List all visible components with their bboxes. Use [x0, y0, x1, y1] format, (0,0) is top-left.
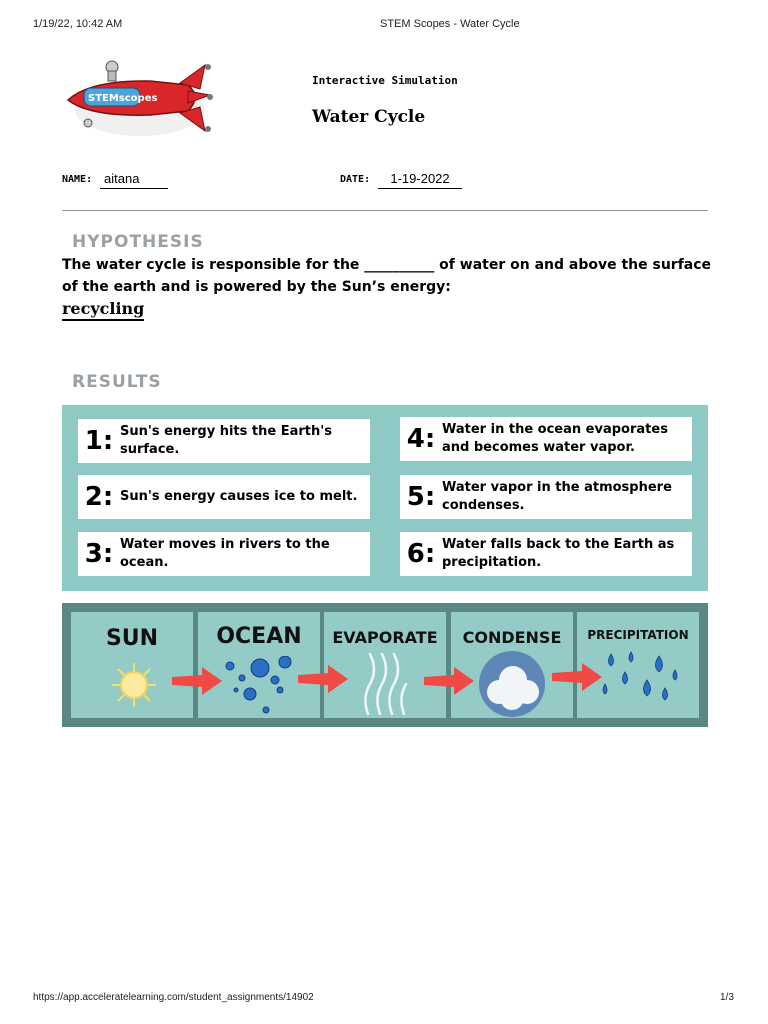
- step-text: Sun's energy hits the Earth's surface.: [120, 424, 332, 457]
- step-number: 1:: [84, 426, 114, 456]
- step-text: Water in the ocean evaporates and becomes water vapor.: [442, 422, 668, 455]
- print-page-title: STEM Scopes - Water Cycle: [380, 18, 520, 30]
- stage-label: EVAPORATE: [332, 628, 438, 647]
- step-number: 6:: [406, 539, 436, 569]
- hypothesis-answer[interactable]: recycling: [62, 299, 144, 321]
- arrow-right-icon: [298, 665, 348, 693]
- step-number: 3:: [84, 539, 114, 569]
- stage-label: PRECIPITATION: [587, 628, 689, 642]
- hypothesis-heading: HYPOTHESIS: [72, 232, 204, 252]
- print-datetime: 1/19/22, 10:42 AM: [33, 18, 123, 30]
- page-title: Water Cycle: [312, 107, 426, 127]
- logo-text: STEMscopes: [88, 93, 158, 104]
- arrow-right-icon: [424, 667, 474, 695]
- arrow-right-icon: [552, 663, 602, 691]
- water-bubbles-icon: [220, 656, 300, 714]
- stage-label: OCEAN: [216, 624, 302, 649]
- stemscopes-rocket-logo: [60, 55, 230, 145]
- step-card-1: [78, 419, 370, 463]
- step-card-6: [400, 532, 692, 576]
- stage-sun: [71, 612, 193, 718]
- step-card-5: [400, 475, 692, 519]
- step-card-3: [78, 532, 370, 576]
- step-text: Water vapor in the atmosphere condenses.: [442, 480, 672, 513]
- date-field[interactable]: 1-19-2022: [378, 171, 462, 189]
- cloud-icon: [477, 650, 547, 718]
- stage-label: SUN: [105, 626, 159, 651]
- print-url[interactable]: https://app.acceleratelearning.com/student_assignments/14902: [33, 992, 314, 1003]
- step-number: 4:: [406, 424, 436, 454]
- step-number: 2:: [84, 482, 114, 512]
- step-text: Sun's energy causes ice to melt.: [120, 489, 358, 504]
- name-field[interactable]: aitana: [100, 171, 168, 189]
- rain-drops-icon: [601, 650, 681, 706]
- step-card-4: [400, 417, 692, 461]
- sun-icon: [111, 662, 157, 708]
- print-page-number: 1/3: [720, 992, 734, 1003]
- step-card-2: [78, 475, 370, 519]
- vapor-icon: [358, 648, 412, 718]
- step-text: Water moves in rivers to the ocean.: [120, 537, 330, 570]
- results-panel: [62, 405, 708, 591]
- step-text: Water falls back to the Earth as precipitation.: [442, 537, 675, 570]
- water-cycle-strip: [62, 603, 708, 727]
- date-label: DATE:: [340, 174, 371, 185]
- step-number: 5:: [406, 482, 436, 512]
- stage-label: CONDENSE: [462, 628, 562, 647]
- name-label: NAME:: [62, 174, 93, 185]
- hypothesis-prompt: The water cycle is responsible for the __________ of water on and above the surface of the earth and is powered by the Sun’s energy:: [62, 257, 712, 295]
- arrow-right-icon: [172, 667, 222, 695]
- page-subtitle: Interactive Simulation: [312, 74, 458, 87]
- section-divider: [62, 210, 708, 211]
- results-heading: RESULTS: [72, 372, 162, 392]
